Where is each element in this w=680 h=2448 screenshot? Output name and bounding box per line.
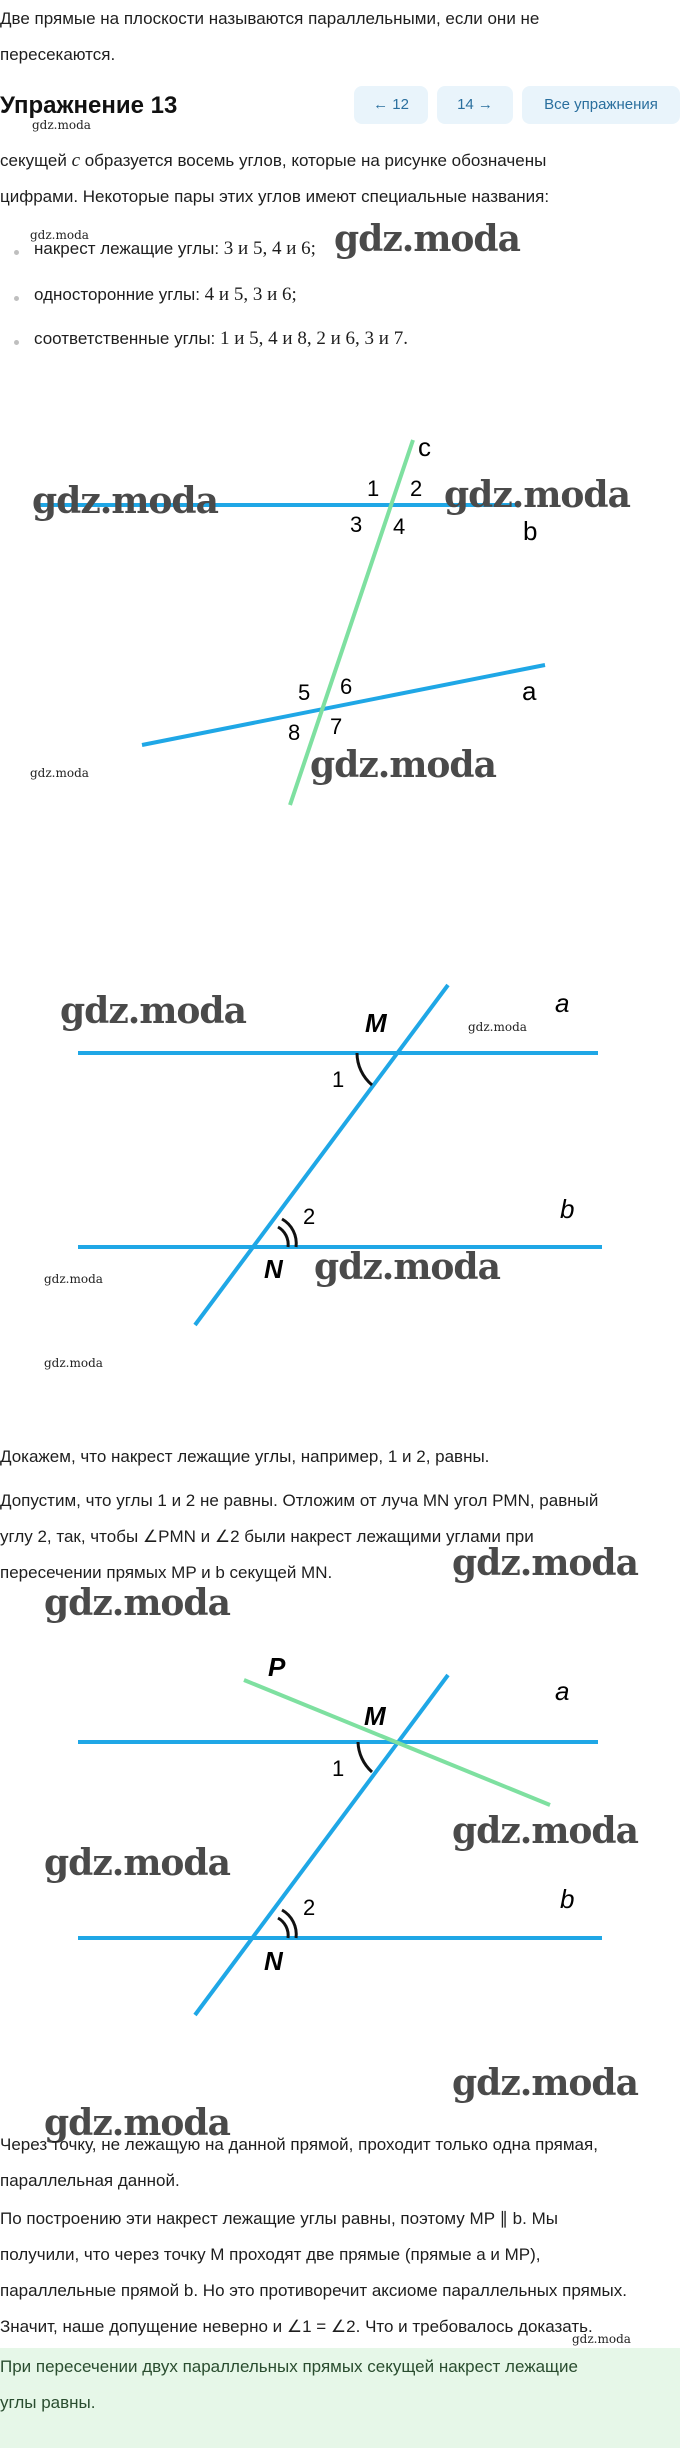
angle-7: 7 xyxy=(330,714,343,739)
intro-line-1: Две прямые на плоскости называются параллельными, если они не xyxy=(0,9,540,28)
watermark: gdz.moda xyxy=(30,766,89,780)
watermark: gdz.moda xyxy=(572,2332,631,2346)
conclusion-line-2: параллельная данной. xyxy=(0,2171,180,2190)
conclusion-line-6: Значит, наше допущение неверно и ∠1 = ∠2. Что и требовалось доказать. xyxy=(0,2317,593,2336)
proof-line-3: углу 2, так, чтобы ∠PMN и ∠2 были накрест лежащими углами при xyxy=(0,1527,534,1546)
angle-1: 1 xyxy=(367,476,380,501)
all-exercises-button[interactable]: Все упражнения xyxy=(522,86,680,124)
theorem-line-2: углы равны. xyxy=(0,2393,96,2412)
line-mn xyxy=(195,1675,448,2015)
label-N: N xyxy=(264,1946,283,1976)
watermark: gdz.moda xyxy=(44,1356,103,1370)
theorem-line-1: При пересечении двух параллельных прямых секущей накрест лежащие xyxy=(0,2357,578,2376)
watermark: gdz.moda xyxy=(60,990,246,1032)
label-M: M xyxy=(365,1008,387,1038)
angle-6: 6 xyxy=(340,674,353,699)
watermark: gdz.moda xyxy=(310,744,496,786)
exercise-title: Упражнение 13 xyxy=(0,92,178,119)
paragraph-1-line-1: секущей c образуется восемь углов, которые на рисунке обозначены xyxy=(0,150,547,171)
conclusion-line-4: получили, что через точку M проходят две прямые (прямые a и MP), xyxy=(0,2245,541,2264)
label-b: b xyxy=(523,516,538,546)
label-M: M xyxy=(364,1701,386,1731)
bullet-item: соответственные углы: 1 и 5, 4 и 8, 2 и 6, 3 и 7. xyxy=(34,328,408,349)
watermark: gdz.moda xyxy=(452,1810,638,1852)
bullet-dot xyxy=(14,340,19,345)
angle-3: 3 xyxy=(350,512,363,537)
angle-8: 8 xyxy=(288,720,301,745)
watermark: gdz.moda xyxy=(452,1542,638,1584)
paragraph-1-line-2: цифрами. Некоторые пары этих углов имеют специальные названия: xyxy=(0,187,550,206)
bullet-dot xyxy=(14,296,19,301)
label-a: a xyxy=(555,1676,570,1706)
watermark: gdz.moda xyxy=(44,1842,230,1884)
watermark: gdz.moda xyxy=(334,218,520,260)
conclusion-line-3: По построению эти накрест лежащие углы равны, поэтому MP ∥ b. Мы xyxy=(0,2209,558,2228)
bullet-item: односторонние углы: 4 и 5, 3 и 6; xyxy=(34,284,297,305)
watermark: gdz.moda xyxy=(32,118,91,132)
angle-4: 4 xyxy=(393,514,406,539)
label-b: b xyxy=(560,1884,575,1914)
watermark: gdz.moda xyxy=(452,2062,638,2104)
proof-line-4: пересечении прямых MP и b секущей MN. xyxy=(0,1563,333,1582)
label-N: N xyxy=(264,1254,283,1284)
conclusion-line-1: Через точку, не лежащую на данной прямой, проходит только одна прямая, xyxy=(0,2135,598,2154)
watermark: gdz.moda xyxy=(314,1246,500,1288)
conclusion-line-5: параллельные прямой b. Но это противоречит аксиоме параллельных прямых. xyxy=(0,2281,627,2300)
watermark: gdz.moda xyxy=(44,1272,103,1286)
label-b: b xyxy=(560,1194,575,1224)
label-c: c xyxy=(418,432,431,462)
proof-line-2: Допустим, что углы 1 и 2 не равны. Отложим от луча MN угол PMN, равный xyxy=(0,1491,599,1510)
intro-line-2: пересекаются. xyxy=(0,45,116,64)
angle-2: 2 xyxy=(303,1204,316,1229)
watermark: gdz.moda xyxy=(30,228,89,242)
next-exercise-button[interactable]: 14 → xyxy=(437,86,513,124)
watermark: gdz.moda xyxy=(444,474,630,516)
watermark: gdz.moda xyxy=(468,1020,527,1034)
bullet-item: накрест лежащие углы: 3 и 5, 4 и 6; xyxy=(34,238,316,259)
watermark: gdz.moda xyxy=(44,1582,230,1624)
angle-2: 2 xyxy=(410,476,423,501)
prev-exercise-button[interactable]: ← 12 xyxy=(354,86,428,124)
angle-2: 2 xyxy=(303,1895,316,1920)
angle-1: 1 xyxy=(332,1067,345,1092)
proof-line-1: Докажем, что накрест лежащие углы, например, 1 и 2, равны. xyxy=(0,1447,490,1466)
angle-1: 1 xyxy=(332,1756,345,1781)
label-P: P xyxy=(268,1652,286,1682)
bullet-dot xyxy=(14,250,19,255)
label-a: a xyxy=(522,676,537,706)
label-a: a xyxy=(555,988,570,1018)
watermark: gdz.moda xyxy=(44,2102,230,2144)
watermark: gdz.moda xyxy=(32,480,218,522)
angle-5: 5 xyxy=(298,680,311,705)
